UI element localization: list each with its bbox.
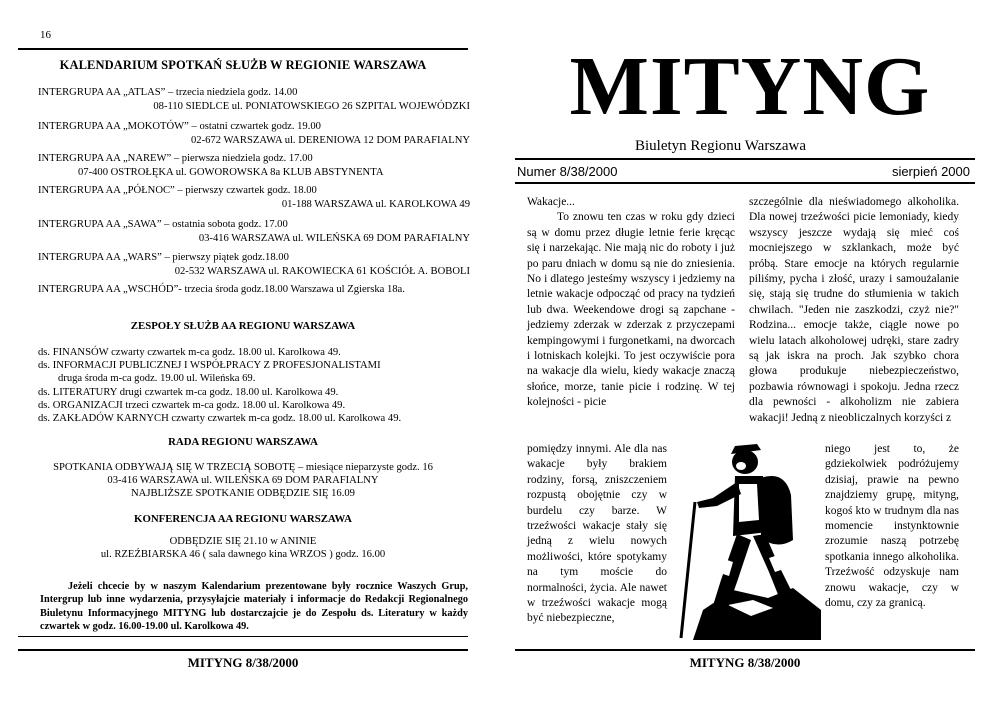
article-column-right-lower <box>825 442 959 611</box>
council-info: SPOTKANIA ODBYWAJĄ SIĘ W TRZECIĄ SOBOTĘ – miesiące nieparzyste godz. 16 03-416 WARSZAWA ul. WILEŃSKA 69 DOM PARAFIALNY NAJBLIŻSZE SPOTKANIE ODBĘDZIE SIĘ 16.09 <box>53 462 433 500</box>
calendar-title: KALENDARIUM SPOTKAŃ SŁUŻB W REGIONIE WARSZAWA <box>59 58 427 72</box>
footer-rule <box>18 649 468 651</box>
left-page <box>0 0 490 701</box>
article-text: niego jest to, że gdziekolwiek podróżujemy dzisiaj, prawie na pewno znajdziemy grupę, mityng, kogoś kto w trudnym dla nas momencie instynktownie zrozumie naszą potrzebę spotkania innego alkoholika. Trzeźwość odzyskuje nam znowu wakacje, czy w domu, czy za granicą. <box>825 443 959 610</box>
page-number: 16 <box>40 29 51 41</box>
page-footer: MITYNG 8/38/2000 <box>187 655 299 670</box>
council-title: RADA REGIONU WARSZAWA <box>168 436 318 448</box>
conference-title: KONFERENCJA AA REGIONU WARSZAWA <box>134 513 352 525</box>
right-page <box>505 0 980 701</box>
article-text: szczególnie dla nieświadomego alkoholika. Dla nowej trzeźwości picie lemoniady, kiedy wszyscy jeszcze wydają się mieć coś mocniejszego w szklankach, może być próbą. Stare emocje na których regularnie piliśmy, pycha i złość, urazy i samoużalanie się, stają się trudne do stłumienia w takich chwilach. "Jeden nie zaszkodzi, czyż nie?" Rodzina... emocje także, ciągle nowe po wielu latach alkoholowej udręki, stare zadry są jak iskra na proch. Jak szybko chora głowa produkuje niebezpieczeństwo, pozbawia równowagi i spokoju. Jedna rzecz dla pewności - alkoholizm nie zabiera wakacji! Jedną z nieobliczalnych korzyści z <box>749 196 959 424</box>
article-text: pomiędzy innymi. Ale dla nas wakacje były brakiem rodziny, forsą, zniszczeniem rozpustą obojętnie czy w burdelu czy barze. W trzeźwości wakacje stały się jedną z wielu nowych możliwości, które spotykamy na tym moście do normalności, życia. Ale nawet w trzeźwości wakacje mogą być niebezpieczne, <box>527 443 667 625</box>
teams-list <box>38 346 478 425</box>
team-item: ds. ZAKŁADÓW KARNYCH czwarty czwartek m-ca godz. 18.00 ul. Karolkowa 49. <box>38 413 402 425</box>
article-column-right <box>749 195 959 426</box>
team-item: ds. INFORMACJI PUBLICZNEJ I WSPÓŁPRACY Z PROFESJONALISTAMI <box>38 360 381 372</box>
masthead-subtitle: Biuletyn Regionu Warszawa <box>635 138 806 154</box>
conference-info: ODBĘDZIE SIĘ 21.10 w ANINIE ul. RZEŹBIARSKA 46 ( sala dawnego kina WRZOS ) godz. 16.00 <box>100 536 386 561</box>
issue-date: sierpień 2000 <box>891 164 970 179</box>
footer-rule <box>515 649 975 651</box>
article-text: To znowu ten czas w roku gdy dzieci są w domu przez długie letnie ferie kręcąc się i narzekając. Nie mają nic do roboty i już po paru dniach w domu są nie do zniesienia. No i dlatego jesteśmy wszyscy i jedziemy na letnie wakacje odpocząć od pracy na tydzień lub dwa. Weekendowe drogi są zapchane - jedziemy zderzak w zderzak z przyczepami kempingowymi i furgonetkami, na dworcach i lotniskach kolejki. To jest oczywiście pora na wakacje dla wielu, kiedy wakacje znaczą słońce, morze, tanie picie i rodzinę. W tej kolejności - picie <box>527 211 735 409</box>
teams-title: ZESPOŁY SŁUŻB AA REGIONU WARSZAWA <box>130 320 356 332</box>
team-item: ds. LITERATURY drugi czwartek m-ca godz. 18.00 ul. Karolkowa 49. <box>38 386 339 398</box>
footer-rule-thin <box>18 636 468 637</box>
masthead-rule <box>515 158 975 160</box>
calendar-entry: INTERGRUPA AA „ATLAS” – trzecia niedziela godz. 14.00 08-110 SIEDLCE ul. PONIATOWSKIEGO 26 SZPITAL WOJEWÓDZKI <box>38 87 470 112</box>
calendar-entry: INTERGRUPA AA „NAREW” – pierwsza niedziela godz. 17.00 07-400 OSTROŁĘKA ul. GOWOROWSKA 8a KLUB ABSTYNENTA <box>38 153 384 178</box>
header-bottom-rule <box>515 182 975 184</box>
article-column-left-lower <box>527 442 667 627</box>
article-column-left <box>527 195 735 411</box>
top-rule <box>18 48 468 50</box>
article-heading: Wakacje... <box>527 196 575 208</box>
issue-number: Numer 8/38/2000 <box>517 164 618 179</box>
team-item: druga środa m-ca godz. 19.00 ul. Wileńska 69. <box>58 373 256 385</box>
masthead-title: MITYNG <box>569 40 931 133</box>
calendar-entry: INTERGRUPA AA „SAWA” – ostatnia sobota godz. 17.00 03-416 WARSZAWA ul. WILEŃSKA 69 DOM PARAFIALNY <box>38 219 470 244</box>
team-item: ds. ORGANIZACJI trzeci czwartek m-ca godz. 18.00 ul. Karolkowa 49. <box>38 399 346 411</box>
calendar-entry: INTERGRUPA AA „PÓŁNOC” – pierwszy czwartek godz. 18.00 01-188 WARSZAWA ul. KAROLKOWA 49 <box>38 185 470 210</box>
page-footer: MITYNG 8/38/2000 <box>689 655 801 670</box>
hiker-illustration <box>673 440 823 640</box>
calendar-entry: INTERGRUPA AA „MOKOTÓW” – ostatni czwartek godz. 19.00 02-672 WARSZAWA ul. DERENIOWA 12 DOM PARAFIALNY <box>38 121 470 146</box>
submission-note: Jeżeli chcecie by w naszym Kalendarium prezentowane były rocznice Waszych Grup, Intergrup lub inne wydarzenia, przysyłajcie materiały i informacje do Redakcji Regionalnego Biuletynu Informacyjnego MITYNG lub dostarczajcie je do Zespołu ds. Literatury w każdy czwartek w godz. 16.00-19.00 ul. Karolkowa 49. <box>40 581 468 632</box>
calendar-entry: INTERGRUPA AA „WSCHÓD”- trzecia środa godz.18.00 Warszawa ul Zgierska 18a. <box>38 284 405 295</box>
calendar-entry: INTERGRUPA AA „WARS” – pierwszy piątek godz.18.00 02-532 WARSZAWA ul. RAKOWIECKA 61 KOŚCIÓŁ A. BOBOLI <box>38 252 470 277</box>
team-item: ds. FINANSÓW czwarty czwartek m-ca godz. 18.00 ul. Karolkowa 49. <box>38 347 341 358</box>
